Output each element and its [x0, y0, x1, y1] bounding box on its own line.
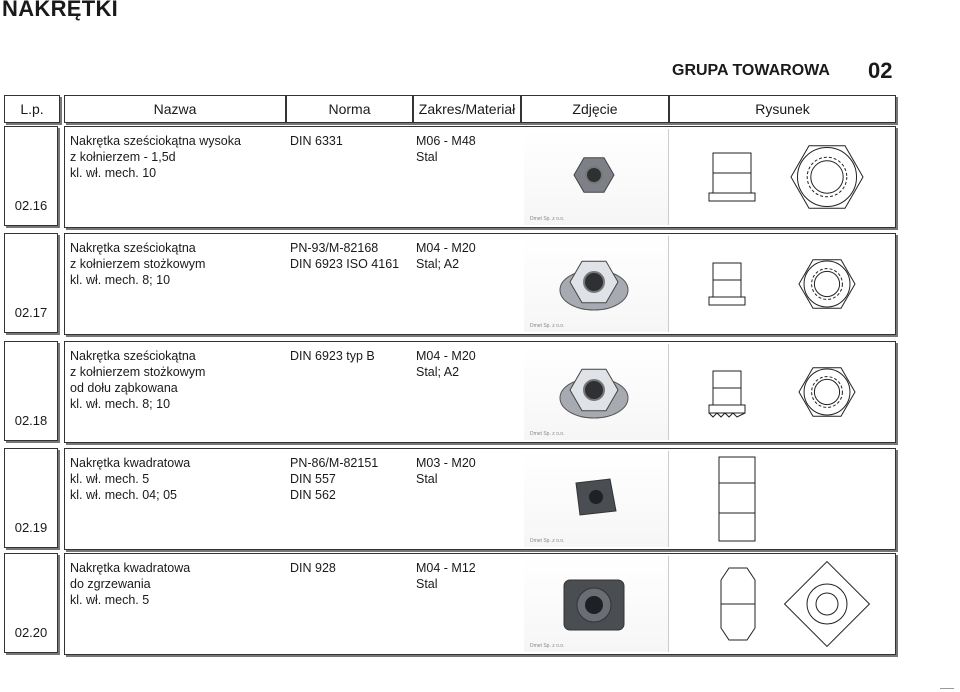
- side-view-body: [719, 457, 755, 541]
- header-photo: Zdjęcie: [521, 95, 669, 123]
- row-range-line: M04 - M20: [416, 349, 476, 363]
- row-lp: 02.18: [4, 341, 58, 441]
- row-range-line: Stal: [416, 150, 438, 164]
- row-name-line: do zgrzewania: [70, 577, 151, 591]
- row-norm-line: DIN 562: [290, 488, 336, 502]
- table-row: [64, 341, 896, 443]
- top-view-hex: [799, 368, 855, 416]
- row-norm-line: PN-86/M-82151: [290, 456, 379, 470]
- row-name-line: kl. wł. mech. 8; 10: [70, 397, 171, 411]
- row-lp: 02.19: [4, 448, 58, 548]
- row-name-line: Nakrętka sześciokątna wysoka: [70, 134, 241, 148]
- thread-hole: [584, 380, 604, 400]
- watermark-text: Dmet Sp. z o.o.: [530, 323, 565, 329]
- row-range-line: Stal: [416, 472, 438, 486]
- row-range-line: M06 - M48: [416, 134, 476, 148]
- technical-drawing: [677, 238, 889, 330]
- row-range-line: M04 - M12: [416, 561, 476, 575]
- nut-photo-image: [524, 556, 668, 652]
- serration-line: [709, 413, 745, 417]
- watermark-text: Dmet Sp. z o.o.: [530, 643, 565, 649]
- row-norm-line: DIN 928: [290, 561, 336, 575]
- thread-hole: [585, 596, 603, 614]
- table-row: [64, 233, 896, 335]
- technical-drawing: [677, 131, 889, 223]
- drawing-svg: [677, 131, 889, 223]
- product-photo: [524, 129, 669, 225]
- nut-photo-image: [524, 236, 668, 332]
- drawing-svg: [677, 453, 889, 545]
- row-lp: 02.17: [4, 233, 58, 333]
- top-view-thread: [807, 157, 847, 197]
- product-photo: [524, 451, 669, 547]
- page-title: NAKRĘTKI: [2, 0, 119, 21]
- header-range: Zakres/Materiał: [413, 95, 521, 123]
- side-view-flange: [709, 297, 745, 305]
- table-row: [64, 126, 896, 228]
- row-lp: 02.20: [4, 553, 58, 653]
- product-photo: [524, 236, 669, 332]
- top-view-hole: [814, 379, 839, 404]
- row-name-line: kl. wł. mech. 10: [70, 166, 157, 180]
- top-view-chamfer: [797, 147, 856, 206]
- top-view-hole: [816, 593, 838, 615]
- header-name: Nazwa: [64, 95, 286, 123]
- top-view-hex: [799, 260, 855, 308]
- row-name-line: Nakrętka sześciokątna: [70, 349, 196, 363]
- nut-photo-image: [524, 129, 668, 225]
- row-name-line: kl. wł. mech. 8; 10: [70, 273, 171, 287]
- technical-drawing: [677, 346, 889, 438]
- side-view-flange: [709, 405, 745, 413]
- thread-hole: [586, 167, 602, 183]
- row-lp: 02.16: [4, 126, 58, 226]
- row-norm-line: DIN 557: [290, 472, 336, 486]
- watermark-text: Dmet Sp. z o.o.: [530, 431, 565, 437]
- header-norm: Norma: [286, 95, 413, 123]
- row-norm-line: DIN 6331: [290, 134, 343, 148]
- top-view-chamfer: [804, 261, 850, 307]
- thread-hole: [584, 272, 604, 292]
- row-name-line: z kołnierzem - 1,5d: [70, 150, 176, 164]
- top-view-hole: [811, 161, 843, 193]
- nut-photo-image: [524, 344, 668, 440]
- side-view-flange: [709, 193, 755, 201]
- group-label: GRUPA TOWAROWA: [672, 62, 830, 79]
- top-view-thread: [812, 269, 843, 300]
- row-range-line: Stal: [416, 577, 438, 591]
- row-range-line: Stal; A2: [416, 365, 460, 379]
- row-norm-line: PN-93/M-82168: [290, 241, 379, 255]
- row-name-line: z kołnierzem stożkowym: [70, 257, 206, 271]
- top-view-square: [785, 562, 870, 647]
- row-name-line: Nakrętka sześciokątna: [70, 241, 196, 255]
- page-footer-line: [940, 688, 954, 689]
- row-name-line: kl. wł. mech. 5: [70, 472, 150, 486]
- technical-drawing: [677, 558, 889, 650]
- row-name-line: od dołu ząbkowana: [70, 381, 178, 395]
- row-name-line: kl. wł. mech. 5: [70, 593, 150, 607]
- table-row: [64, 448, 896, 550]
- row-range-line: M04 - M20: [416, 241, 476, 255]
- header-lp: L.p.: [4, 95, 60, 123]
- nut-photo-image: [524, 451, 668, 547]
- watermark-text: Dmet Sp. z o.o.: [530, 216, 565, 222]
- row-name-line: z kołnierzem stożkowym: [70, 365, 206, 379]
- product-photo: [524, 344, 669, 440]
- row-name-line: Nakrętka kwadratowa: [70, 561, 191, 575]
- drawing-svg: [677, 346, 889, 438]
- header-drawing: Rysunek: [669, 95, 896, 123]
- table-row: [64, 553, 896, 655]
- technical-drawing: [677, 453, 889, 545]
- top-view-chamfer: [804, 369, 850, 415]
- row-norm-line: DIN 6923 ISO 4161: [290, 257, 400, 271]
- top-view-collar: [807, 584, 847, 624]
- drawing-svg: [677, 558, 889, 650]
- thread-hole: [589, 490, 603, 504]
- product-photo: [524, 556, 669, 652]
- top-view-hex: [791, 146, 863, 208]
- row-name-line: kl. wł. mech. 04; 05: [70, 488, 177, 502]
- row-norm-line: DIN 6923 typ B: [290, 349, 375, 363]
- drawing-svg: [677, 238, 889, 330]
- row-range-line: M03 - M20: [416, 456, 476, 470]
- watermark-text: Dmet Sp. z o.o.: [530, 538, 565, 544]
- top-view-hole: [814, 271, 839, 296]
- group-number: 02: [868, 58, 893, 83]
- row-range-line: Stal; A2: [416, 257, 460, 271]
- row-name-line: Nakrętka kwadratowa: [70, 456, 191, 470]
- top-view-thread: [812, 377, 843, 408]
